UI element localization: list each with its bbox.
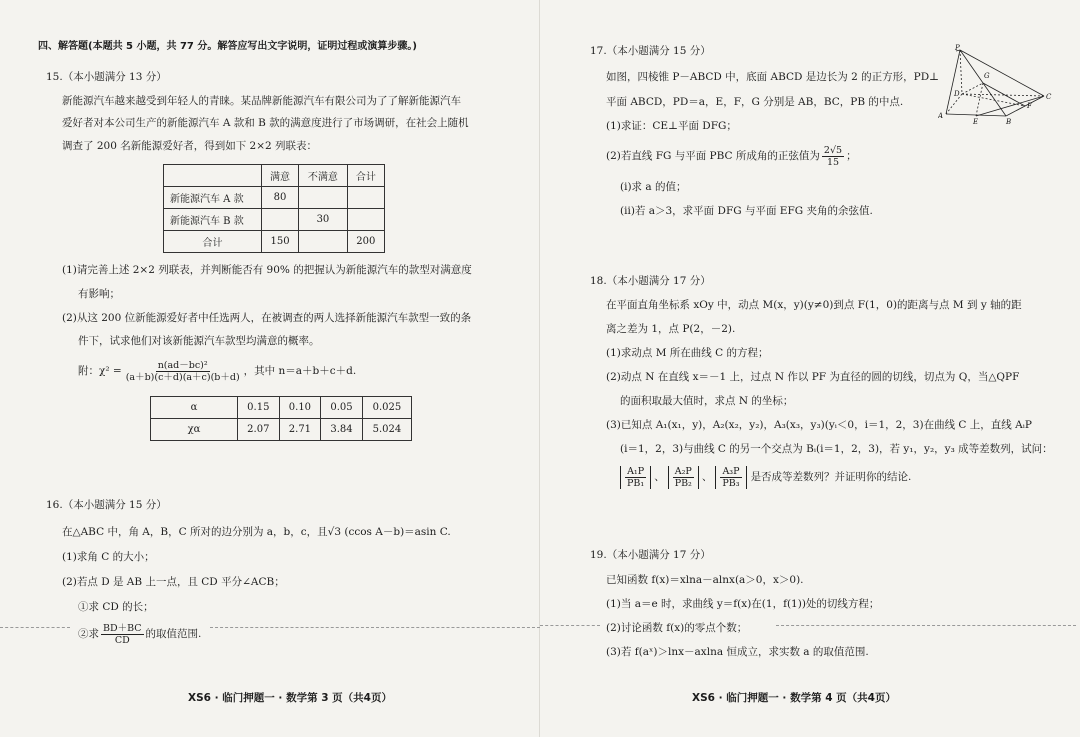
abs-ratio-1 (620, 466, 651, 489)
q15-sub2-a: (2)从这 200 位新能源爱好者中任选两人，在被调查的两人选择新能源汽车款型一致的条 (62, 312, 472, 324)
vertex-label: F (1027, 102, 1032, 110)
table-cell: 0.05 (321, 397, 363, 419)
q17-sub2-i: (ⅰ)求 a 的值； (620, 181, 687, 193)
q16-heading: 16.（本小题满分 15 分） (46, 499, 167, 511)
separator: 、 (701, 471, 713, 483)
q17-fraction (822, 145, 844, 168)
edge-GF (983, 83, 1025, 106)
table-cell: 新能源汽车 B 款 (164, 209, 262, 231)
ratio-fraction (625, 466, 646, 489)
table-cell: 0.15 (238, 397, 280, 419)
table-cell: 0.025 (362, 397, 411, 419)
table-row (151, 419, 412, 441)
q16-sub2-ii (78, 620, 201, 648)
perforation-line (776, 625, 1076, 626)
fraction-denominator: PB₂ (674, 477, 692, 489)
chi-square-formula (78, 357, 356, 385)
q18-text-2: 离之差为 1，点 P(2，－2). (606, 323, 736, 335)
q18-sub1: (1)求动点 M 所在曲线 C 的方程； (606, 347, 769, 359)
table-cell: 合计 (164, 231, 262, 253)
vertex-label: P (955, 44, 960, 52)
abs-ratio-3 (715, 466, 746, 489)
table-cell: 2.07 (238, 419, 280, 441)
q15-sub2-b: 件下，试求他们对该新能源汽车款型均满意的概率。 (78, 335, 320, 347)
fraction-denominator: 15 (826, 156, 840, 168)
q19-text: 已知函数 f(x)＝xlna－alnx(a＞0，x＞0). (606, 574, 804, 586)
edge-PC (960, 50, 1044, 96)
table-cell: 200 (347, 231, 384, 253)
vertex-label: D (954, 90, 960, 98)
table-cell (299, 231, 348, 253)
table-cell: α (151, 397, 238, 419)
vertex-label: A (938, 112, 944, 120)
q18-heading: 18.（本小题满分 17 分） (590, 275, 711, 287)
table-cell (261, 209, 298, 231)
q16-sub2: (2)若点 D 是 AB 上一点，且 CD 平分∠ACB； (62, 576, 285, 588)
q16-text: 在△ABC 中，角 A，B，C 所对的边分别为 a，b，c，且√3 (ccos A－b)＝asin C. (62, 526, 451, 538)
q19-sub1: (1)当 a＝e 时，求曲线 y＝f(x)在(1，f(1))处的切线方程； (606, 598, 880, 610)
fraction-denominator: CD (114, 634, 130, 646)
q16-sub2-i: ①求 CD 的长； (78, 601, 154, 613)
vertex-label: G (984, 72, 990, 80)
q16-fraction (101, 623, 144, 646)
fraction-numerator: n(ad－bc)² (157, 359, 208, 371)
q18-sub3-c (620, 462, 911, 492)
q16-sub2-ii-prefix: ②求 (78, 628, 99, 640)
edge-DG (962, 83, 983, 94)
abs-ratio-2 (668, 466, 699, 489)
table-cell (347, 209, 384, 231)
ratio-fraction (673, 466, 694, 489)
table-cell: 新能源汽车 A 款 (164, 187, 262, 209)
critical-value-table (150, 396, 412, 441)
vertex-label: B (1006, 118, 1012, 124)
edge-PD (960, 50, 962, 94)
q19-sub3: (3)若 f(aˣ)＞lnx－axlna 恒成立，求实数 a 的取值范围. (606, 646, 869, 658)
table-row (151, 397, 412, 419)
table-row (164, 209, 385, 231)
q15-heading: 15.（本小题满分 13 分） (46, 71, 167, 83)
perforation-line (210, 627, 540, 628)
pyramid-figure (938, 44, 1056, 124)
q19-heading: 19.（本小题满分 17 分） (590, 549, 711, 561)
vertex-label: C (1046, 93, 1052, 101)
table-header: 合计 (347, 165, 384, 187)
q17-sub2-prefix: (2)若直线 FG 与平面 PBC 所成角的正弦值为 (606, 150, 820, 162)
edge-PA (946, 50, 960, 114)
contingency-table (163, 164, 385, 253)
table-cell: χα (151, 419, 238, 441)
q15-sub1-a: (1)请完善上述 2×2 列联表，并判断能否有 90% 的把握认为新能源汽车的款型对满意度 (62, 264, 472, 276)
table-cell: 80 (261, 187, 298, 209)
vertex-label: E (973, 118, 979, 124)
table-cell (299, 187, 348, 209)
table-header: 不满意 (299, 165, 348, 187)
table-row (164, 231, 385, 253)
perforation-line (0, 627, 70, 628)
section-header: 四、解答题(本题共 5 小题，共 77 分。解答应写出文字说明，证明过程或演算步骤。) (38, 41, 417, 52)
q18-sub3-b: (i＝1，2，3)与曲线 C 的另一个交点为 Bᵢ(i＝1，2，3)，若 y₁，y₂，y₃ 成等差数列，试问： (620, 443, 1053, 455)
table-cell: 5.024 (362, 419, 411, 441)
ratio-fraction (720, 466, 741, 489)
q17-heading: 17.（本小题满分 15 分） (590, 45, 711, 57)
table-cell: 30 (299, 209, 348, 231)
q17-sub2-ii: (ⅱ)若 a＞3，求平面 DFG 与平面 EFG 夹角的余弦值. (620, 205, 873, 217)
table-cell: 0.10 (279, 397, 321, 419)
q16-sub1: (1)求角 C 的大小； (62, 551, 155, 563)
table-cell (164, 165, 262, 187)
q17-text-1: 如图，四棱锥 P－ABCD 中，底面 ABCD 是边长为 2 的正方形，PD⊥ (606, 71, 940, 83)
fraction-numerator: A₁P (627, 465, 645, 477)
table-cell: 2.71 (279, 419, 321, 441)
q17-sub1: (1)求证：CE⊥平面 DFG； (606, 120, 737, 132)
q15-text-2: 爱好者对本公司生产的新能源汽车 A 款和 B 款的满意度进行了市场调研，在社会上随机 (62, 117, 469, 129)
q17-sub2-suffix: ； (846, 150, 857, 162)
table-row (164, 187, 385, 209)
fraction-numerator: A₃P (722, 465, 740, 477)
q15-text-3: 调查了 200 名新能源爱好者，得到如下 2×2 列联表： (62, 140, 318, 152)
q18-sub3-c-suffix: 是否成等差数列？并证明你的结论. (750, 471, 912, 483)
q19-sub2: (2)讨论函数 f(x)的零点个数； (606, 622, 748, 634)
table-cell: 3.84 (321, 419, 363, 441)
fraction-numerator: 2√5 (823, 144, 843, 156)
page-footer-left: XS6 · 临门押题一 · 数学第 3 页（共4页） (188, 692, 392, 704)
fraction-denominator: PB₃ (722, 477, 740, 489)
page-footer-right: XS6 · 临门押题一 · 数学第 4 页（共4页） (692, 692, 896, 704)
perforation-line (540, 625, 600, 626)
fraction-numerator: A₂P (674, 465, 692, 477)
q18-sub2-a: (2)动点 N 在直线 x＝－1 上，过点 N 作以 PF 为直径的圆的切线，切点为 Q，当△QPF (606, 371, 1020, 383)
q16-sub2-ii-suffix: 的取值范围. (145, 628, 202, 640)
table-header: 满意 (261, 165, 298, 187)
q15-sub1-b: 有影响； (78, 288, 120, 300)
fraction-denominator: PB₁ (627, 477, 645, 489)
chi-square-fraction (124, 360, 242, 383)
fraction-denominator: (a＋b)(c＋d)(a＋c)(b＋d) (125, 371, 240, 383)
formula-suffix: ，其中 n＝a＋b＋c＋d. (243, 365, 357, 377)
formula-prefix: 附：χ² = (78, 365, 122, 377)
q15-text-1: 新能源汽车越来越受到年轻人的青睐。某品牌新能源汽车有限公司为了了解新能源汽车 (62, 95, 461, 107)
q18-sub2-b: 的面积取最大值时，求点 N 的坐标； (620, 395, 794, 407)
table-cell (347, 187, 384, 209)
table-row (164, 165, 385, 187)
fraction-numerator: BD＋BC (103, 622, 142, 634)
q18-text-1: 在平面直角坐标系 xOy 中，动点 M(x，y)(y≠0)到点 F(1，0)的距离与点 M 到 y 轴的距 (606, 299, 1022, 311)
page-4 (540, 0, 1080, 737)
q17-text-2: 平面 ABCD，PD＝a，E，F，G 分别是 AB，BC，PB 的中点. (606, 96, 904, 108)
q17-sub2 (606, 142, 857, 170)
edge-GE (976, 83, 983, 116)
separator: 、 (654, 471, 665, 483)
q18-sub3-a: (3)已知点 A₁(x₁，y)，A₂(x₂，y₂)，A₃(x₃，y₃)(yᵢ＜0，i＝1，2，3)在曲线 C 上，直线 AᵢP (606, 419, 1032, 431)
table-cell: 150 (261, 231, 298, 253)
